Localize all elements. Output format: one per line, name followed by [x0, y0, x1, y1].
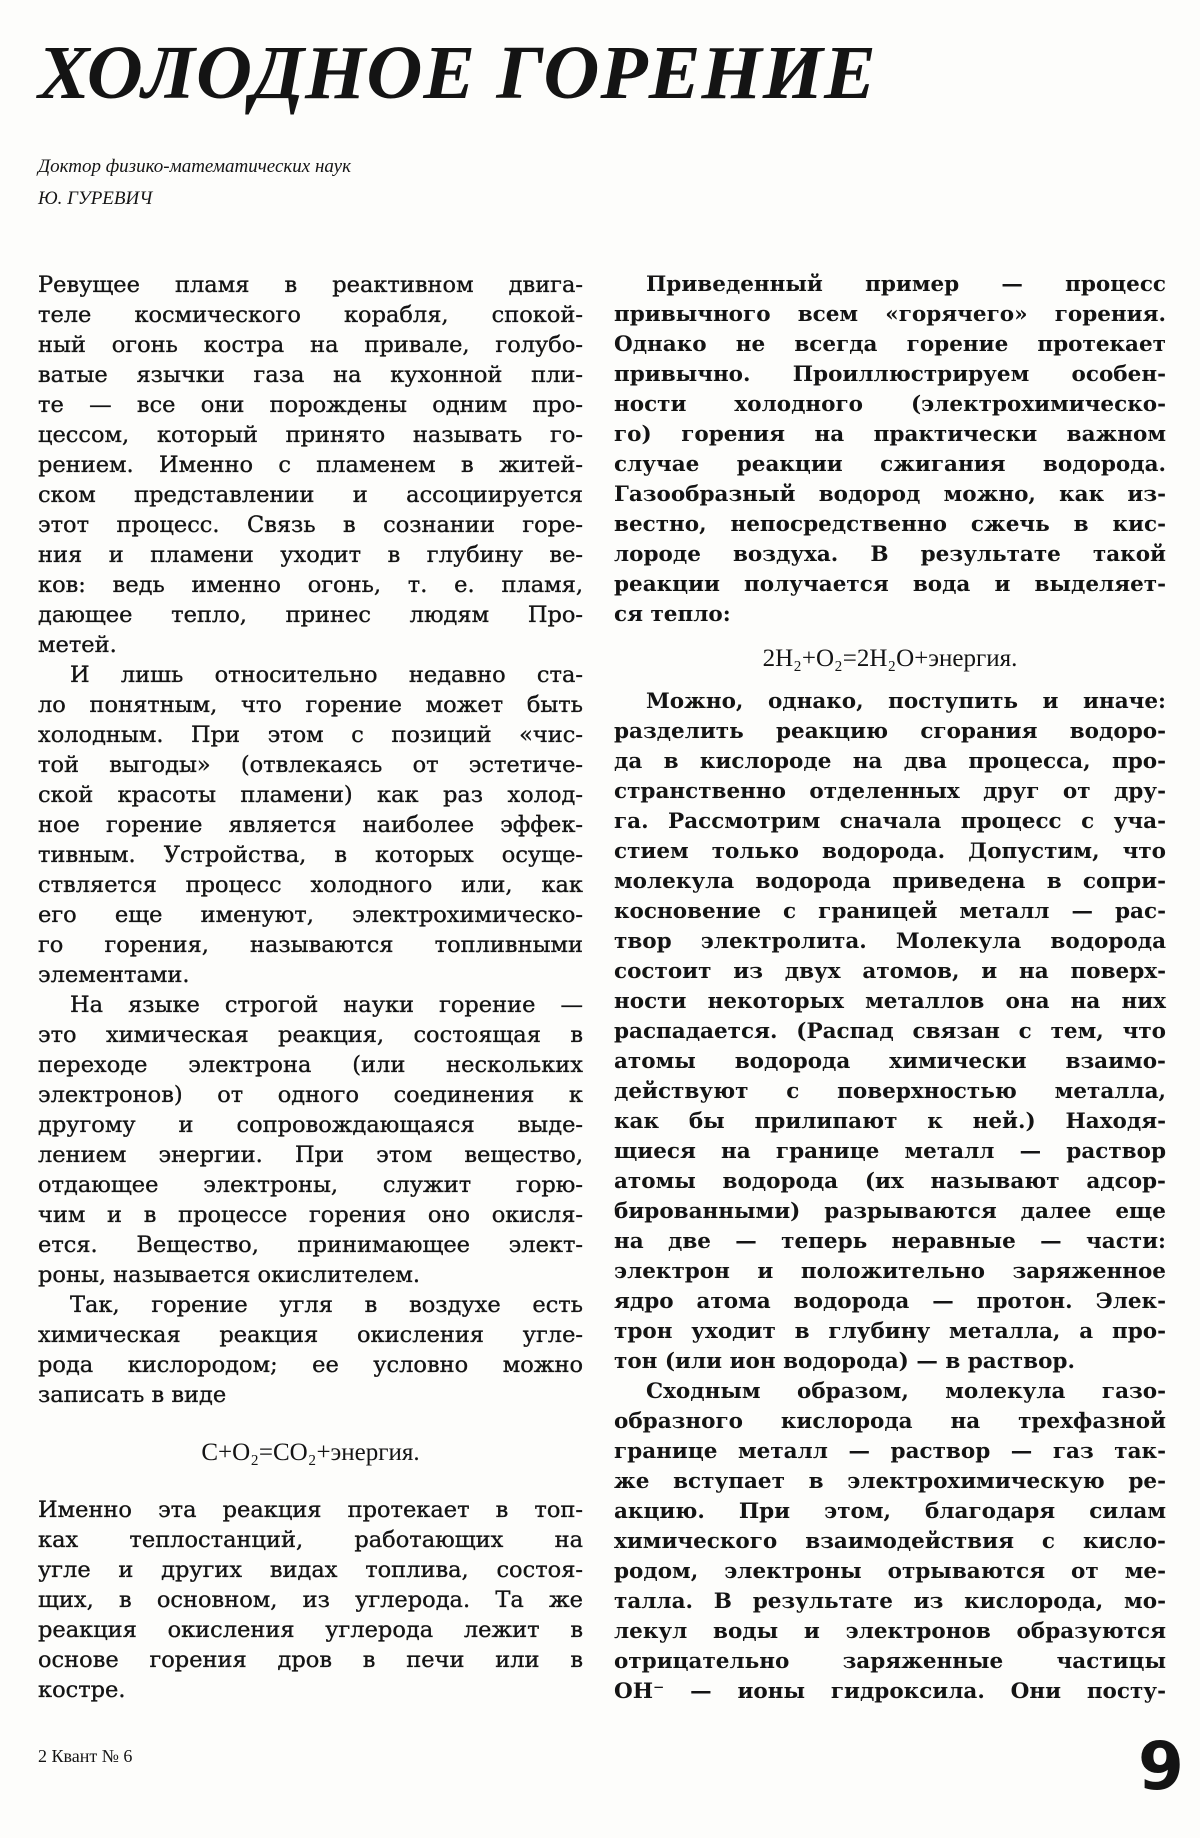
paragraph	[38, 1495, 583, 1705]
text-line: холодным. При этом с позиций «чис-	[38, 722, 583, 748]
text-line: ный огонь костра на привале, голубо-	[38, 332, 583, 358]
text-line: рода кислородом; ее условно можно	[38, 1352, 583, 1378]
text-line: его еще именуют, электрохимическо-	[38, 902, 583, 928]
text-line: Газообразный водород можно, как из-	[614, 482, 1166, 507]
text-line: состоит из двух атомов, и на поверх-	[614, 959, 1166, 984]
text-line: ской красоты пламени) как раз холод-	[38, 782, 583, 808]
text-line: отдающее электроны, служит горю-	[38, 1172, 583, 1198]
text-line: действуют с поверхностью металла,	[614, 1079, 1166, 1104]
text-line: талла. В результате из кислорода, мо-	[614, 1589, 1166, 1614]
page-number: 9	[1138, 1728, 1184, 1805]
text-line: OH⁻ — ионы гидроксила. Они посту-	[614, 1679, 1166, 1704]
text-column-right	[614, 270, 1166, 1707]
text-line: реакция окисления углерода лежит в	[38, 1617, 583, 1643]
text-line: ках теплостанций, работающих на	[38, 1527, 583, 1553]
text-line: чим и в процессе горения оно окисля-	[38, 1202, 583, 1228]
text-line: лекул воды и электронов образуются	[614, 1619, 1166, 1644]
text-line: ное горение является наиболее эффек-	[38, 812, 583, 838]
chemical-equation: C+O₂=CO₂+энергия.	[201, 1438, 420, 1466]
text-line: ствляется процесс холодного или, как	[38, 872, 583, 898]
text-line: вестно, непосредственно сжечь в кис-	[614, 512, 1166, 537]
text-line: отрицательно заряженные частицы	[614, 1649, 1166, 1674]
text-line: странственно отделенных друг от дру-	[614, 779, 1166, 804]
text-line: И лишь относительно недавно ста-	[70, 662, 583, 688]
text-line: распадается. (Распад связан с тем, что	[614, 1019, 1166, 1044]
text-line: Именно эта реакция протекает в топ-	[38, 1497, 583, 1523]
text-line: ется. Вещество, принимающее элект-	[38, 1232, 583, 1258]
text-line: привычного всем «горячего» горения.	[614, 302, 1166, 327]
text-line: роны, называется окислителем.	[38, 1262, 421, 1288]
chemical-equation: 2H₂+O₂=2H₂O+энергия.	[762, 644, 1018, 672]
text-line: этот процесс. Связь в сознании горе-	[38, 512, 583, 538]
text-line: переходе электрона (или нескольких	[38, 1052, 583, 1078]
text-line: ло понятным, что горение может быть	[38, 692, 583, 718]
text-line: косновение с границей металл — рас-	[614, 899, 1166, 924]
text-line: рением. Именно с пламенем в житей-	[38, 452, 583, 478]
text-line: же вступает в электрохимическую ре-	[614, 1469, 1166, 1494]
text-column-left	[38, 270, 583, 1705]
text-line: акцию. При этом, благодаря силам	[614, 1499, 1166, 1524]
text-line: химического взаимодействия с кисло-	[614, 1529, 1166, 1554]
text-line: разделить реакцию сгорания водоро-	[614, 719, 1166, 744]
text-line: теле космического корабля, спокой-	[38, 302, 583, 328]
text-line: ков: ведь именно огонь, т. е. пламя,	[38, 572, 583, 598]
text-line: основе горения дров в печи или в	[38, 1647, 583, 1673]
text-line: стием только водорода. Допустим, что	[614, 839, 1166, 864]
text-line: цессом, который принято называть го-	[38, 422, 583, 448]
paragraph	[614, 1377, 1166, 1707]
text-line: Можно, однако, поступить и иначе:	[646, 689, 1166, 714]
text-line: те — все они порождены одним про-	[38, 392, 583, 418]
text-line: как бы прилипают к ней.) Находя-	[614, 1109, 1166, 1134]
text-line: щиеся на границе металл — раствор	[614, 1139, 1166, 1164]
text-line: ся тепло:	[614, 602, 731, 627]
text-line: случае реакции сжигания водорода.	[614, 452, 1166, 477]
author-degree: Доктор физико-математических наук	[38, 156, 351, 177]
text-line: границе металл — раствор — газ так-	[614, 1439, 1166, 1464]
text-line: ядро атома водорода — протон. Элек-	[614, 1289, 1166, 1314]
text-line: лением энергии. При этом вещество,	[38, 1142, 583, 1168]
paragraph	[38, 660, 583, 990]
text-line: Приведенный пример — процесс	[646, 272, 1166, 297]
text-line: на две — теперь неравные — части:	[614, 1229, 1166, 1254]
text-line: Сходным образом, молекула газо-	[646, 1379, 1166, 1404]
paragraph	[38, 1290, 583, 1410]
text-line: образного кислорода на трехфазной	[614, 1409, 1166, 1434]
text-line: электрон и положительно заряженное	[614, 1259, 1166, 1284]
text-line: лороде воздуха. В результате такой	[614, 542, 1166, 567]
text-line: тивным. Устройства, в которых осуще-	[38, 842, 583, 868]
text-line: Ревущее пламя в реактивном двига-	[38, 272, 583, 298]
text-line: костре.	[38, 1677, 126, 1703]
text-line: да в кислороде на два процесса, про-	[614, 749, 1166, 774]
text-line: го горения, называются топливными	[38, 932, 583, 958]
text-line: родом, электроны отрываются от ме-	[614, 1559, 1166, 1584]
text-line: ности некоторых металлов она на них	[614, 989, 1166, 1014]
article-title: ХОЛОДНОЕ ГОРЕНИЕ	[38, 31, 877, 115]
paragraph	[614, 687, 1166, 1377]
text-line: привычно. Проиллюстрируем особен-	[614, 362, 1166, 387]
text-line: ния и пламени уходит в глубину ве-	[38, 542, 583, 568]
text-line: химическая реакция окисления угле-	[38, 1322, 583, 1348]
text-line: электронов) от одного соединения к	[38, 1082, 583, 1108]
author-name: Ю. ГУРЕВИЧ	[38, 188, 153, 209]
text-line: реакции получается вода и выделяет-	[614, 572, 1166, 597]
text-line: твор электролита. Молекула водорода	[614, 929, 1166, 954]
text-line: элементами.	[38, 962, 190, 988]
text-line: записать в виде	[38, 1382, 227, 1408]
paragraph	[614, 270, 1166, 630]
text-line: га. Рассмотрим сначала процесс с уча-	[614, 809, 1166, 834]
text-line: дающее тепло, принес людям Про-	[38, 602, 583, 628]
text-line: ватые язычки газа на кухонной пли-	[38, 362, 583, 388]
issue-label: 2 Квант № 6	[38, 1746, 133, 1766]
text-line: атомы водорода химически взаимо-	[614, 1049, 1166, 1074]
text-line: го) горения на практически важном	[614, 422, 1166, 447]
text-line: бированными) разрываются далее еще	[614, 1199, 1166, 1224]
text-line: ности холодного (электрохимическо-	[614, 392, 1166, 417]
text-line: атомы водорода (их называют адсор-	[614, 1169, 1166, 1194]
text-line: другому и сопровождающаяся выде-	[38, 1112, 583, 1138]
text-line: тон (или ион водорода) — в раствор.	[614, 1349, 1075, 1374]
text-line: молекула водорода приведена в сопри-	[614, 869, 1166, 894]
text-line: Так, горение угля в воздухе есть	[70, 1292, 583, 1318]
text-line: метей.	[38, 632, 117, 658]
text-line: трон уходит в глубину металла, а про-	[614, 1319, 1166, 1344]
text-line: ском представлении и ассоциируется	[38, 482, 583, 508]
text-line: угле и других видах топлива, состоя-	[38, 1557, 583, 1583]
paragraph	[38, 270, 583, 660]
text-line: это химическая реакция, состоящая в	[38, 1022, 583, 1048]
text-line: щих, в основном, из углерода. Та же	[38, 1587, 583, 1613]
text-line: Однако не всегда горение протекает	[614, 332, 1166, 357]
text-line: На языке строгой науки горение —	[70, 992, 583, 1018]
paragraph	[38, 990, 583, 1290]
text-line: той выгоды» (отвлекаясь от эстетиче-	[38, 752, 583, 778]
